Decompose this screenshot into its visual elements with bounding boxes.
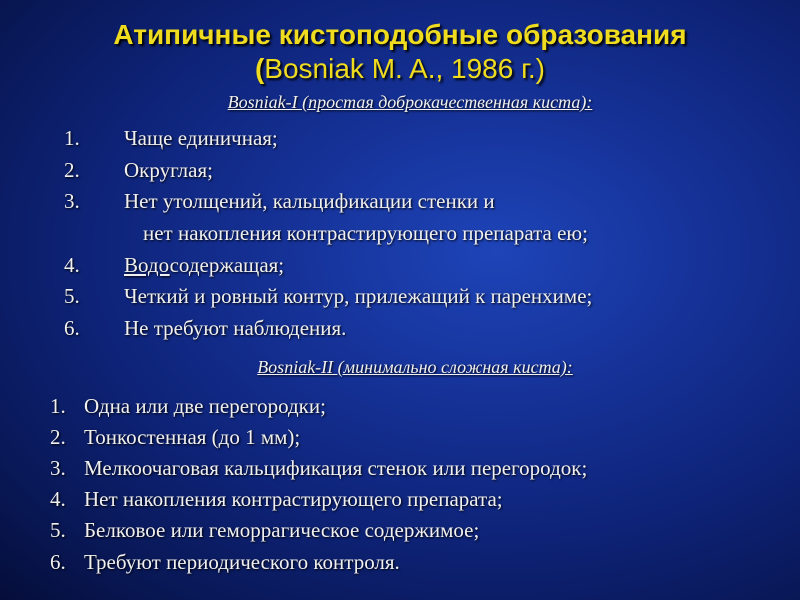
section1-item-4-underlined: Водо (124, 253, 170, 277)
section2-item-5-number: 5. (50, 518, 66, 542)
section1-item-5-number: 5. (64, 284, 80, 308)
section2-item-4-number: 4. (50, 487, 66, 511)
section1-item-1-text: Чаще единичная; (124, 126, 278, 150)
section1-item-2-text: Округлая; (124, 158, 213, 182)
section2-item-4-text: Нет накопления контрастирующего препарата; (84, 487, 503, 511)
section1-item-3-text: Нет утолщений, кальцификации стенки и (124, 189, 495, 213)
section2-item-3-text: Мелкоочаговая кальцификация стенок или перегородок; (84, 456, 588, 480)
section1-item-3-continuation: нет накопления контрастирующего препарата ею; (143, 221, 588, 245)
section2-item-2-text: Тонкостенная (до 1 мм); (84, 425, 301, 449)
section2-item-6-number: 6. (50, 550, 66, 574)
section2-item-1-number: 1. (50, 394, 66, 418)
section1-item-6-number: 6. (64, 316, 80, 340)
slide-title-citation (0, 52, 800, 86)
slide-title: Атипичные кистоподобные образования (113, 19, 687, 50)
section1-item-4-text (124, 252, 284, 278)
section2-item-1-text: Одна или две перегородки; (84, 394, 326, 418)
section2-item-3-number: 3. (50, 456, 66, 480)
section2-heading: Bosniak-II (минимально сложная киста): (257, 357, 573, 377)
title-citation-text: Bosniak M. A., 1986 г.) (264, 53, 546, 84)
section1-item-5-text: Четкий и ровный контур, прилежащий к паренхиме; (124, 284, 593, 308)
section2-item-6-text: Требуют периодического контроля. (84, 550, 400, 574)
section2-item-2-number: 2. (50, 425, 66, 449)
section1-item-3-number: 3. (64, 189, 80, 213)
section1-item-4-rest: содержащая; (169, 253, 285, 277)
section1-item-1-number: 1. (64, 126, 80, 150)
section1-item-4-number: 4. (64, 253, 80, 277)
title-open-paren: ( (254, 53, 265, 84)
section1-item-6-text: Не требуют наблюдения. (124, 316, 347, 340)
section1-item-2-number: 2. (64, 158, 80, 182)
section2-item-5-text: Белковое или геморрагическое содержимое; (84, 518, 480, 542)
section1-heading: Bosniak-I (простая доброкачественная киста): (227, 92, 593, 112)
